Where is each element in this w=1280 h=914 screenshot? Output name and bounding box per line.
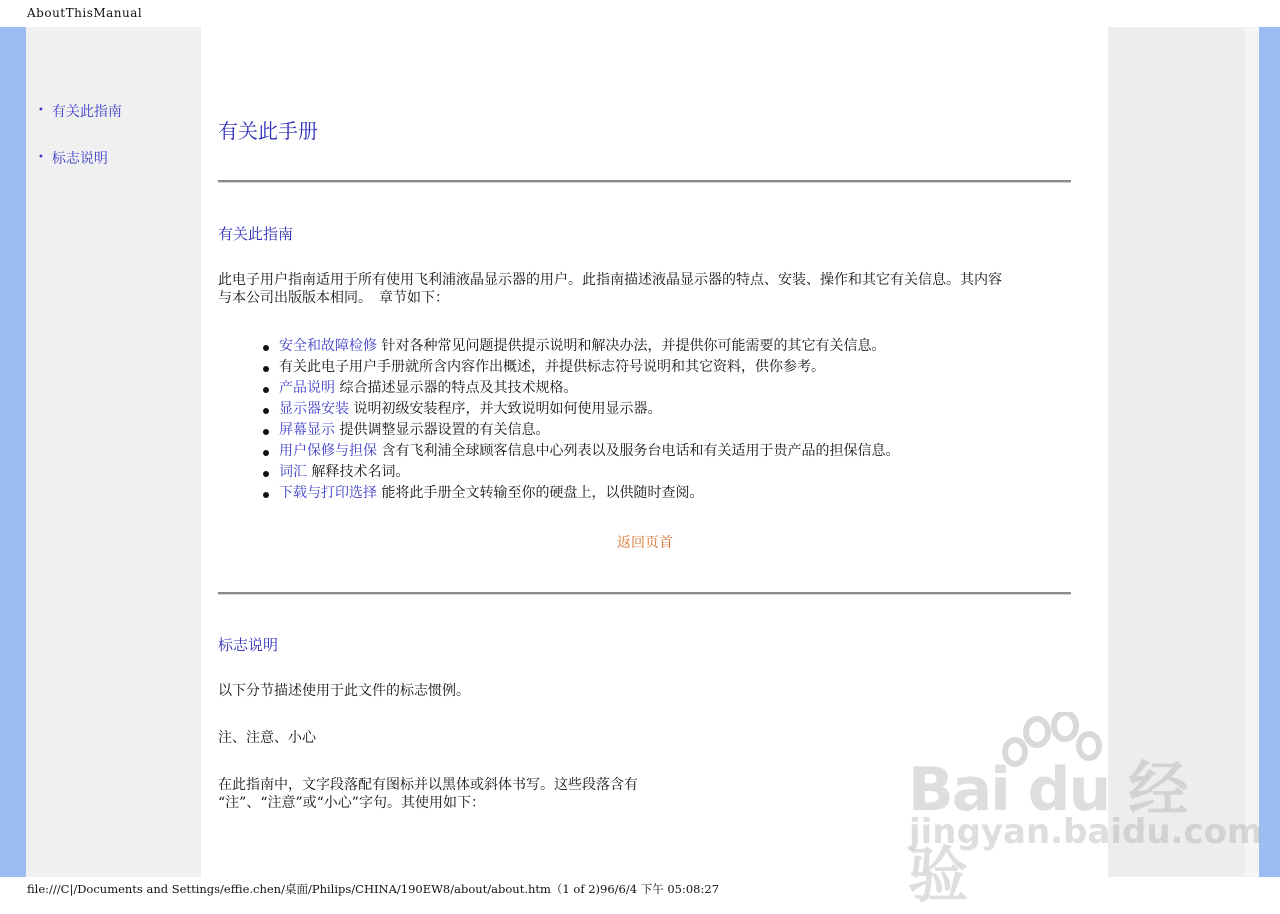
- list-item: [263, 483, 899, 504]
- sidebar-item-label: 有关此指南: [51, 104, 122, 120]
- sidebar-item-notation[interactable]: [38, 148, 108, 168]
- list-item-text: 说明初级安装程序，并大致说明如何使用显示器。: [349, 401, 662, 417]
- watermark-brand: Bai du 经验: [908, 755, 1187, 911]
- link-download[interactable]: 下载与打印选择: [279, 485, 377, 501]
- list-item: [263, 399, 899, 420]
- intro-paragraph: [218, 271, 1078, 307]
- notation-paragraph: [218, 776, 1078, 812]
- notation-subheading: 注、注意、小心: [218, 730, 316, 746]
- list-item: [263, 420, 899, 441]
- bullet-icon: [263, 450, 269, 456]
- bullet-icon: [263, 387, 269, 393]
- right-gutter: [1108, 27, 1245, 877]
- list-item: [263, 378, 899, 399]
- bullet-icon: •: [38, 152, 44, 163]
- intro-paragraph-line: 此电子用户指南适用于所有使用飞利浦液晶显示器的用户。此指南描述液晶显示器的特点、安装、操作和其它有关信息。其内容: [218, 272, 1002, 288]
- link-warranty[interactable]: 用户保修与担保: [279, 443, 377, 459]
- left-blue-band: [0, 27, 26, 877]
- bullet-icon: [263, 408, 269, 414]
- right-blue-band: [1259, 27, 1280, 877]
- page-title: 有关此手册: [218, 119, 318, 143]
- sidebar-item-about-guide[interactable]: [38, 101, 122, 121]
- list-item-text: 能将此手册全文转输至你的硬盘上，以供随时查阅。: [377, 485, 704, 501]
- divider: [218, 592, 1071, 595]
- bullet-icon: [263, 366, 269, 372]
- watermark-url: jingyan.baidu.com: [909, 812, 1263, 852]
- section-heading-about-guide: 有关此指南: [218, 225, 294, 243]
- list-item-text: 有关此电子用户手册就所含内容作出概述，并提供标志符号说明和其它资料，供你参考。: [279, 359, 825, 375]
- sidebar: [26, 27, 201, 877]
- intro-paragraph-line: 与本公司出版版本相同。 章节如下：: [218, 290, 449, 306]
- link-osd[interactable]: 屏幕显示: [279, 422, 335, 438]
- list-item: [263, 357, 899, 378]
- sidebar-item-label: 标志说明: [51, 151, 108, 167]
- list-item: [263, 336, 899, 357]
- list-item-text: 针对各种常见问题提供提示说明和解决办法，并提供你可能需要的其它有关信息。: [377, 338, 886, 354]
- list-item: [263, 441, 899, 462]
- notation-paragraph-line: 在此指南中，文字段落配有图标并以黑体或斜体书写。这些段落含有: [218, 777, 638, 793]
- divider: [218, 180, 1071, 183]
- notation-intro: 以下分节描述使用于此文件的标志惯例。: [218, 683, 470, 699]
- bullet-icon: [263, 492, 269, 498]
- link-product-info[interactable]: 产品说明: [279, 380, 335, 396]
- file-path-footer: file:///C|/Documents and Settings/effie.chen/桌面/Philips/CHINA/190EW8/about/about.htm（1 of 2)96/6/4 下午 05:08:27: [27, 882, 720, 896]
- bullet-icon: [263, 429, 269, 435]
- back-to-top-link[interactable]: 返回页首: [617, 535, 673, 551]
- chapter-list: [263, 336, 899, 504]
- main-content: [201, 27, 1108, 877]
- right-gutter-inner: [1245, 27, 1259, 877]
- bullet-icon: [263, 345, 269, 351]
- notation-paragraph-line: “注”、“注意”或“小心”字句。其使用如下：: [218, 795, 485, 811]
- bullet-icon: •: [38, 105, 44, 116]
- document-header-title: AboutThisManual: [27, 6, 143, 20]
- link-install[interactable]: 显示器安装: [279, 401, 349, 417]
- section-heading-notation: 标志说明: [218, 636, 279, 654]
- list-item-text: 综合描述显示器的特点及其技术规格。: [335, 380, 578, 396]
- list-item-text: 解释技术名词。: [307, 464, 410, 480]
- list-item: [263, 462, 899, 483]
- bullet-icon: [263, 471, 269, 477]
- link-glossary[interactable]: 词汇: [279, 464, 307, 480]
- link-safety[interactable]: 安全和故障检修: [279, 338, 377, 354]
- list-item-text: 含有飞利浦全球顾客信息中心列表以及服务台电话和有关适用于贵产品的担保信息。: [377, 443, 900, 459]
- list-item-text: 提供调整显示器设置的有关信息。: [335, 422, 550, 438]
